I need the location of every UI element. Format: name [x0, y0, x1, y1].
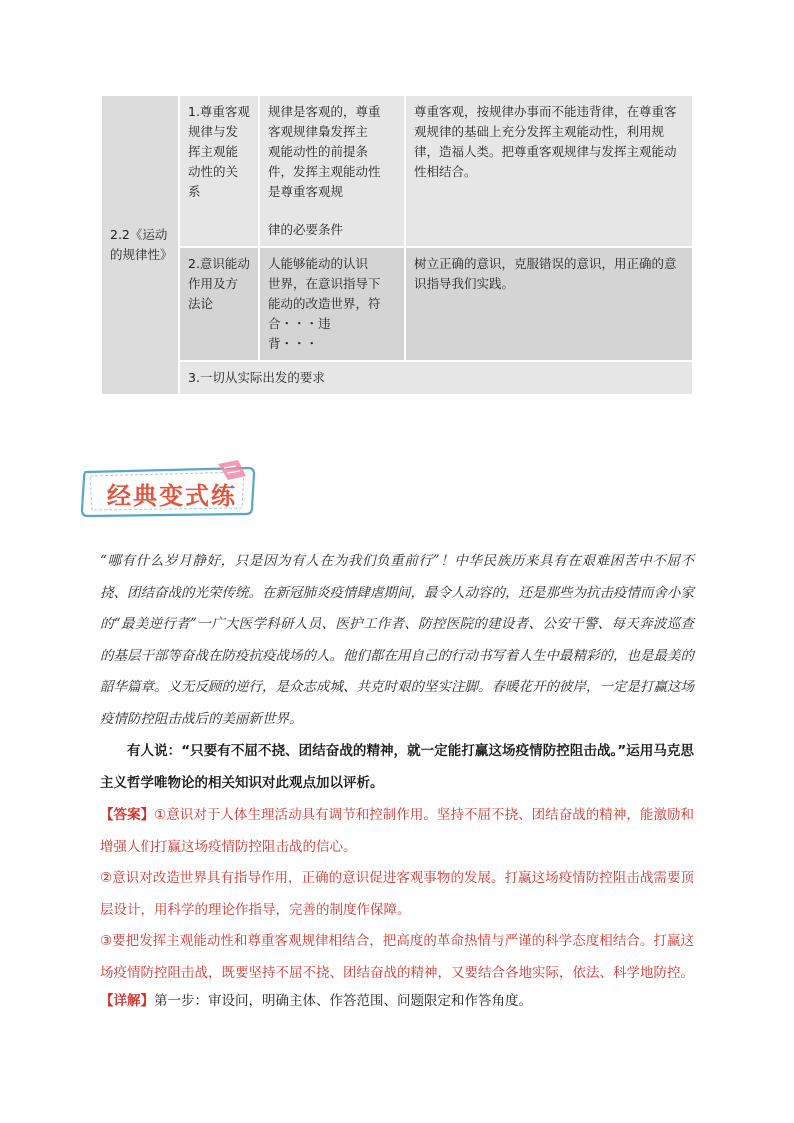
answer-point-text: ①意识对于人体生理活动具有调节和控制作用。坚持不屈不挠、团结奋战的精神，能激励和增强人们打赢这场疫情防控阻击战的信心。	[100, 807, 695, 855]
detail-tag: 【详解】	[100, 993, 154, 1009]
answer-point	[100, 800, 694, 863]
question-paragraph: 有人说：“只要有不屈不挠、团结奋战的精神，就一定能打赢这场疫情防控阻击战。”运用马克思主义哲学唯物论的相关知识对此观点加以评析。	[100, 743, 694, 791]
answer-tag: 【答案】	[100, 807, 155, 823]
section-label: 2.2《运动的规律性》	[102, 96, 178, 394]
detail-block	[100, 986, 694, 1018]
explanation-line: 能动的改造世界，符	[268, 296, 381, 311]
explanation-line: 合・・・违	[268, 316, 331, 331]
knowledge-table	[100, 94, 694, 396]
detail-text: 第一步：审设问，明确主体、作答范围、问题限定和作答角度。	[154, 993, 532, 1009]
explanation-line: 律的必要条件	[268, 222, 344, 237]
explanation-line: 规律是客观的，尊重	[268, 104, 381, 119]
explanation-lines	[268, 102, 396, 240]
explanation-line: 客观规律梟发挥主	[268, 124, 369, 139]
table-row	[102, 362, 692, 394]
explanation-cell	[260, 248, 404, 360]
material-paragraph: “哪有什么岁月静好，只是因为有人在为我们负重前行”！中华民族历来具有在艰难困苦中不屈不挠、团结奋战的光荣传统。在新冠肺炎疫情肆虐期间，最令人动容的，还是那些为抗击疫情而舍小家的“最美逆行者”一广大医学科研人员、医护工作者、防控医院的建设者、公安干警、每天奔波巡查的基层干部等奋战在防疫抗疫战场的人。他们都在用自己的行动书写着人生中最精彩的，也是最美的韶华篇章。义无反顾的逆行，是众志成城、共克时艰的坚实注脚。春暖花开的彼岸，一定是打赢这场疫情防控阻击战后的美丽新世界。	[100, 553, 694, 727]
explanation-line: 是尊重客观规	[268, 184, 344, 199]
answer-block	[100, 800, 694, 989]
topic-cell	[180, 248, 258, 360]
explanation-cell	[260, 96, 404, 246]
answer-point: ②意识对改造世界具有指导作用，正确的意识促进客观事物的发展。打赢这场疫情防控阻击战需要顶层设计，用科学的理论作指导，完善的制度作保障。	[100, 870, 694, 918]
banner-title: 经典变式练	[107, 481, 237, 510]
explanation-line: 世界，在意识指导下	[268, 276, 381, 291]
topic-text: 1.尊重客观规律与发挥主观能动性的关系	[188, 104, 250, 199]
topic-cell	[180, 96, 258, 246]
methodology-cell: 尊重客观，按规律办事而不能违背律，在尊重客观规律的基础上充分发挥主观能动性，利用规律，造福人类。把尊重客观规律与发挥主观能动性相结合。	[406, 96, 692, 246]
topic-text: 2.意识能动作用及方法论	[188, 256, 250, 311]
table-row	[102, 96, 692, 246]
explanation-lines	[268, 254, 396, 354]
explanation-line: 观能动性的前提条	[268, 144, 369, 159]
section-banner	[78, 458, 260, 520]
methodology-cell: 树立正确的意识，克服错误的意识，用正确的意识指导我们实践。	[406, 248, 692, 360]
table-row	[102, 248, 692, 360]
answer-point: ③要把发挥主观能动性和尊重客观规律相结合，把高度的革命热情与严谨的科学态度相结合。打赢这场疫情防控阻击战，既要坚持不屈不挠、团结奋战的精神，又要结合各地实际，依法、科学地防控。	[100, 933, 694, 981]
explanation-line: 人能够能动的认识	[268, 256, 369, 271]
explanation-line: 件，发挥主观能动性	[268, 164, 381, 179]
topic-cell: 3.一切从实际出发的要求	[180, 362, 692, 394]
explanation-line: 背・・・	[268, 336, 319, 351]
